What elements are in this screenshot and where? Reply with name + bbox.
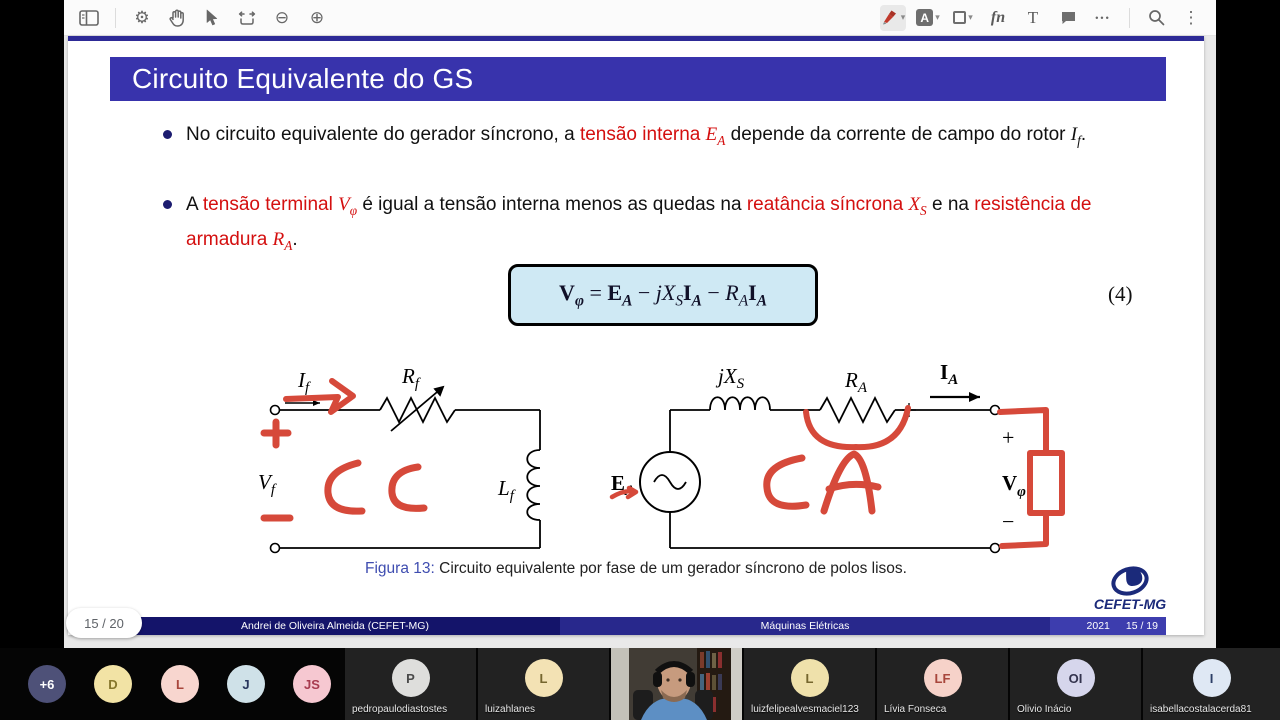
comment-icon xyxy=(1060,10,1077,26)
marker-icon xyxy=(881,9,899,26)
participants-bar xyxy=(0,648,1280,720)
bullet-marker-icon xyxy=(163,130,172,139)
label-ia: $I_A$ xyxy=(940,360,959,388)
page-title: Circuito Equivalente do GS xyxy=(132,63,474,94)
participant-tile[interactable] xyxy=(1010,648,1141,720)
label-vphi: $V_\varphi$ xyxy=(1002,471,1026,500)
participant-tile[interactable] xyxy=(877,648,1008,720)
participant-tile[interactable] xyxy=(345,648,476,720)
toolbar-right-group xyxy=(880,5,1204,31)
participant-name: pedropaulodiastostes xyxy=(352,704,448,715)
label-ra: $R_A$ xyxy=(845,368,867,396)
label-rf: $R_f$ xyxy=(402,364,419,392)
avatar xyxy=(791,659,829,697)
chevron-down-icon: ▾ xyxy=(935,12,940,22)
logo-text: CEFET-MG xyxy=(1093,596,1167,612)
equation-box xyxy=(508,264,818,326)
zoom-out-icon[interactable] xyxy=(269,5,295,31)
participant-tile[interactable] xyxy=(478,648,609,720)
slide-page xyxy=(68,36,1204,635)
more-tools-button[interactable] xyxy=(1090,5,1116,31)
zoom-in-glyph: ⊕ xyxy=(309,8,325,27)
gear-glyph: ⚙ xyxy=(134,8,150,27)
armature-circuit xyxy=(640,392,1000,553)
avatar-label: JS xyxy=(304,676,320,692)
equation: $V_\varphi = E_A - jX_SI_A - R_AI_A$ xyxy=(559,279,767,310)
label-plus-terminal: + xyxy=(1002,425,1015,450)
red-current-arrow xyxy=(286,381,353,412)
toolbar-divider xyxy=(1129,8,1130,28)
red-cc-writing xyxy=(328,463,424,511)
avatar-label: J xyxy=(242,676,250,692)
footer-course: Máquinas Elétricas xyxy=(560,617,1050,635)
bullet-item xyxy=(163,120,1163,155)
webcam-video xyxy=(611,648,742,720)
participant-name: luizfelipealvesmaciel123 xyxy=(751,704,859,715)
a-tool-icon: A xyxy=(916,9,933,26)
annotation-toolbar xyxy=(64,0,1216,36)
avatar-label: +6 xyxy=(39,676,55,692)
avatar[interactable] xyxy=(94,665,132,703)
avatar-label: L xyxy=(176,676,184,692)
equation-number: (4) xyxy=(1108,282,1133,306)
avatar[interactable] xyxy=(227,665,265,703)
text-highlight-tool-button[interactable] xyxy=(915,5,941,31)
chevron-down-icon: ▾ xyxy=(900,12,906,22)
text-tool-button[interactable] xyxy=(1020,5,1046,31)
participant-name: luizahlanes xyxy=(485,704,536,715)
select-cursor-icon[interactable] xyxy=(199,5,225,31)
chevron-down-icon: ▾ xyxy=(968,12,973,22)
bullet-item xyxy=(163,190,1163,260)
signature-tool-button[interactable] xyxy=(985,5,1011,31)
sidebar-toggle-icon[interactable] xyxy=(76,5,102,31)
label-jxs: $jX_S$ xyxy=(718,364,745,392)
page-indicator-pill[interactable] xyxy=(66,608,142,638)
participant-video-tile[interactable] xyxy=(611,648,742,720)
search-icon xyxy=(1148,9,1165,26)
red-plus-sign xyxy=(264,422,288,445)
document-viewer[interactable] xyxy=(64,36,1216,648)
participant-tile[interactable] xyxy=(744,648,875,720)
avatar-label: P xyxy=(406,670,415,686)
avatar xyxy=(924,659,962,697)
avatar-label: LF xyxy=(934,670,951,686)
bullet-text: A tensão terminal $V_\varphi$ é igual a tensão interna menos as quedas na reatância síncrona $X_S$ e na resistência de armadura $R_A$. xyxy=(186,194,1092,253)
avatar xyxy=(1057,659,1095,697)
slide-footer xyxy=(110,617,1166,635)
avatar[interactable] xyxy=(161,665,199,703)
label-if: $I_f$ xyxy=(298,368,310,396)
footer-author: Andrei de Oliveira Almeida (CEFET-MG) xyxy=(110,617,560,635)
zoom-out-glyph: ⊖ xyxy=(274,8,290,27)
slide-title-banner xyxy=(110,57,1166,101)
shape-tool-button[interactable] xyxy=(950,5,976,31)
bullet-marker-icon xyxy=(163,200,172,209)
square-tool-icon xyxy=(953,11,966,24)
toolbar-left-group xyxy=(76,5,330,31)
text-tool-icon: T xyxy=(1027,7,1039,27)
footer-year: 2021 xyxy=(1086,620,1110,632)
label-minus-terminal: − xyxy=(1002,509,1015,534)
participant-name: Olivio Inácio xyxy=(1017,704,1072,715)
fit-width-icon[interactable] xyxy=(234,5,260,31)
overflow-menu-button[interactable] xyxy=(1178,5,1204,31)
participant-name: Lívia Fonseca xyxy=(884,704,947,715)
avatar-label: OI xyxy=(1068,670,1083,686)
label-ea: $E_A$ xyxy=(610,471,635,499)
ellipsis-icon: ••• xyxy=(1095,12,1111,23)
red-ca-writing xyxy=(767,454,878,511)
comment-tool-button[interactable] xyxy=(1055,5,1081,31)
settings-gear-icon[interactable] xyxy=(129,5,155,31)
avatar xyxy=(1193,659,1231,697)
overflow-participants-avatar[interactable] xyxy=(28,665,66,703)
bullet-text: No circuito equivalente do gerador síncrono, a tensão interna $E_A$ depende da corrente de campo do rotor $I_f$. xyxy=(186,124,1087,148)
red-ink-annotations xyxy=(264,381,1062,546)
figure-caption: Figura 13: Circuito equivalente por fase de um gerador síncrono de polos lisos. xyxy=(365,560,907,577)
search-button[interactable] xyxy=(1143,5,1169,31)
avatar xyxy=(392,659,430,697)
avatar-label: L xyxy=(539,670,548,686)
zoom-in-icon[interactable] xyxy=(304,5,330,31)
avatar[interactable] xyxy=(293,665,331,703)
label-vf: $V_f$ xyxy=(258,470,275,498)
cefet-mg-logo xyxy=(1090,564,1170,614)
avatar xyxy=(525,659,563,697)
participant-tiles xyxy=(345,648,1280,720)
toolbar-divider xyxy=(115,8,116,28)
avatar-label: I xyxy=(1209,670,1214,686)
circuit-diagram xyxy=(240,355,1120,567)
marker-tool-button[interactable] xyxy=(880,5,906,31)
participant-name: isabellacostalacerda81 xyxy=(1150,704,1252,715)
pdf-annotator-window xyxy=(64,0,1216,648)
avatar-label: L xyxy=(805,670,814,686)
kebab-menu-icon: ⋮ xyxy=(1182,7,1200,27)
footer-meta xyxy=(1050,617,1166,635)
participant-tile[interactable] xyxy=(1143,648,1280,720)
page-indicator: 15 / 20 xyxy=(84,615,124,631)
slide-top-strip xyxy=(68,36,1204,41)
pan-hand-icon[interactable] xyxy=(164,5,190,31)
footer-page-number: 15 / 19 xyxy=(1125,620,1158,632)
avatar-label: D xyxy=(108,676,118,692)
label-lf: $L_f$ xyxy=(498,476,514,504)
signature-icon: fn xyxy=(990,8,1006,26)
